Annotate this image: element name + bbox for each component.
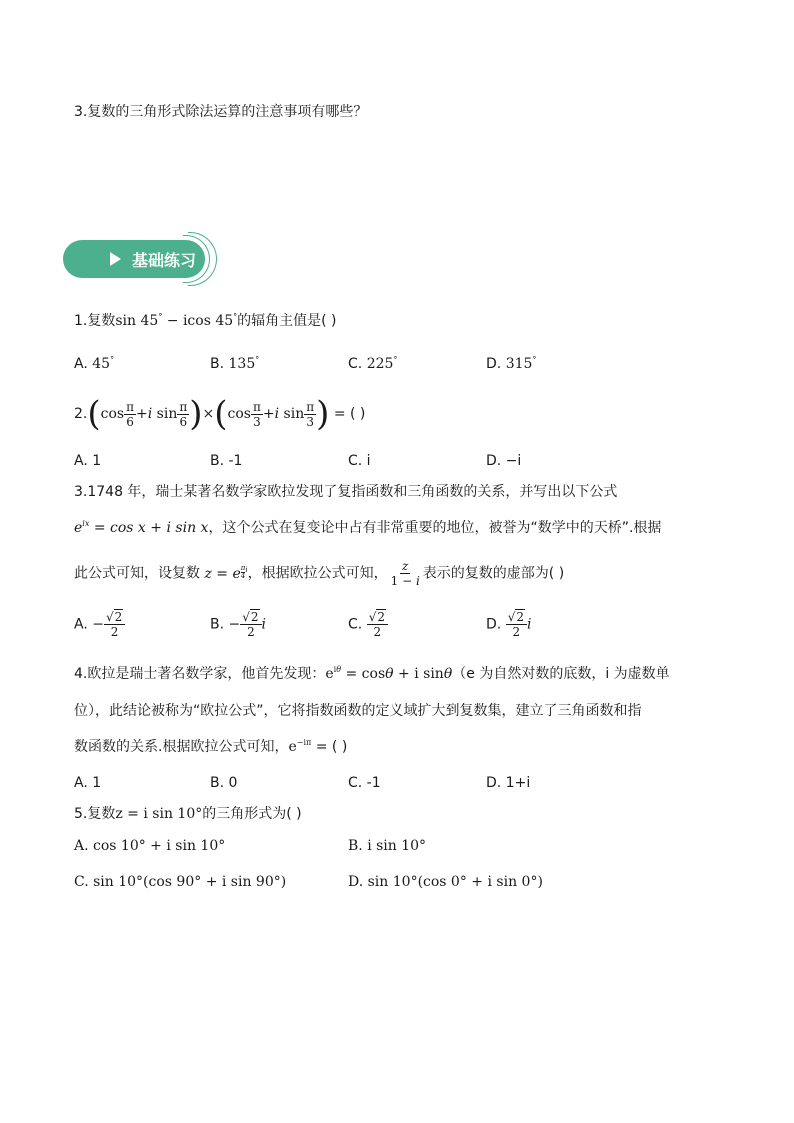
q1-option-a: A. 45° [74,355,115,372]
q3-option-d: D. $\frac{√2}{2}$ i [486,610,532,639]
q1-option-d: D. 315° [486,355,537,372]
q5-expr: z = i sin 10° [115,806,203,822]
q5-option-c: C. sin 10°(cos 90° + i sin 90°) [74,874,287,890]
q3-option-b: B. − $\frac{√2}{2}$ i [210,610,267,639]
q3-line-3a: 此公式可知，设复数 [74,565,200,582]
question-5 [74,804,302,824]
previous-question: 3.复数的三角形式除法运算的注意事项有哪些？ [74,104,368,120]
q3-line-2 [74,518,661,538]
q4-line-3b: = ( ) [311,739,348,755]
q2-option-a: A. 1 [74,453,102,469]
q4-option-d: D. 1+i [486,775,531,791]
q2-suffix: = ( ) [329,406,366,422]
q3-z-def: z = e $\frac{\pi}{4}$ $^i$ [200,563,248,582]
q5-prefix: 5.复数 [74,806,116,822]
q2-option-c: C. i [348,453,371,469]
banner-pill [63,240,205,278]
q4-option-b: B. 0 [210,775,238,791]
q3-line-3: 此公式可知，设复数 z = e $\frac{\pi}{4}$ $^i$，根据欧拉公式可知， $\frac{z}{1 - i}$ 表示的复数的虚部为( ) [74,559,565,588]
question-1 [74,311,337,331]
q4-line-3 [74,737,347,757]
q4-line-1 [74,664,670,684]
q5-suffix: 的三角形式为( ) [202,806,302,822]
q4-line-1a: 4.欧拉是瑞士著名数学家，他首先发现： [74,666,326,682]
q3-formula: $e^{ix} = \cos x + i$ sin x [74,519,209,536]
q1-option-c: C. 225° [348,355,398,372]
q3-line-2-text: ，这个公式在复变论中占有非常重要的地位，被誉为“数学中的天桥”.根据 [208,520,662,536]
banner-title: 基础练习 [132,250,197,270]
q4-option-c: C. -1 [348,775,381,791]
q3-option-a: A. − $\frac{√2}{2}$ [74,611,125,638]
q1-expr: sin 45° − icos 45° [115,312,238,329]
q1-option-b: B. 135° [210,355,260,372]
q2-option-d: D. −i [486,453,522,469]
q2-option-b: B. -1 [210,453,243,469]
q4-line-1b: （e 为自然对数的底数，i 为虚数单 [452,666,670,682]
q3-line-1: 3.1748 年，瑞士某著名数学家欧拉发现了复指函数和三角函数的关系，并写出以下公式 [74,484,618,500]
q5-option-b: B. i sin 10° [348,838,427,854]
q4-option-a: A. 1 [74,775,102,791]
q1-prefix: 1.复数 [74,313,116,329]
q5-option-d: D. sin 10°(cos 0° + i sin 0°) [348,874,543,890]
q1-suffix: 的辐角主值是( ) [237,313,337,329]
q4-euler-formula: $e^{i\theta} = \cos\theta + i$ sinθ [325,665,453,682]
q3-line-3c: 表示的复数的虚部为( ) [422,565,565,582]
section-banner [63,232,213,286]
q4-line-3a: 数函数的关系.根据欧拉公式可知， [74,739,289,755]
question-2: 2.(cos $\frac{\pi}{6}$ +i sin $\frac{\pi}{6}$ )×(cos $\frac{\pi}{3}$ +i sin $\frac{\pi}{3}$ ) = ( ) [74,394,366,434]
q4-expr: $e^{-i\pi}$ [288,738,312,755]
q4-line-2: 位），此结论被称为“欧拉公式”，它将指数函数的定义域扩大到复数集，建立了三角函数和指 [74,703,642,719]
q2-prefix: 2. [74,406,88,422]
q3-option-c: C. $\frac{√2}{2}$ [348,611,388,638]
q5-option-a: A. cos 10° + i sin 10° [74,838,226,854]
q3-line-3b: ，根据欧拉公式可知， [247,565,388,582]
play-icon [108,251,122,267]
